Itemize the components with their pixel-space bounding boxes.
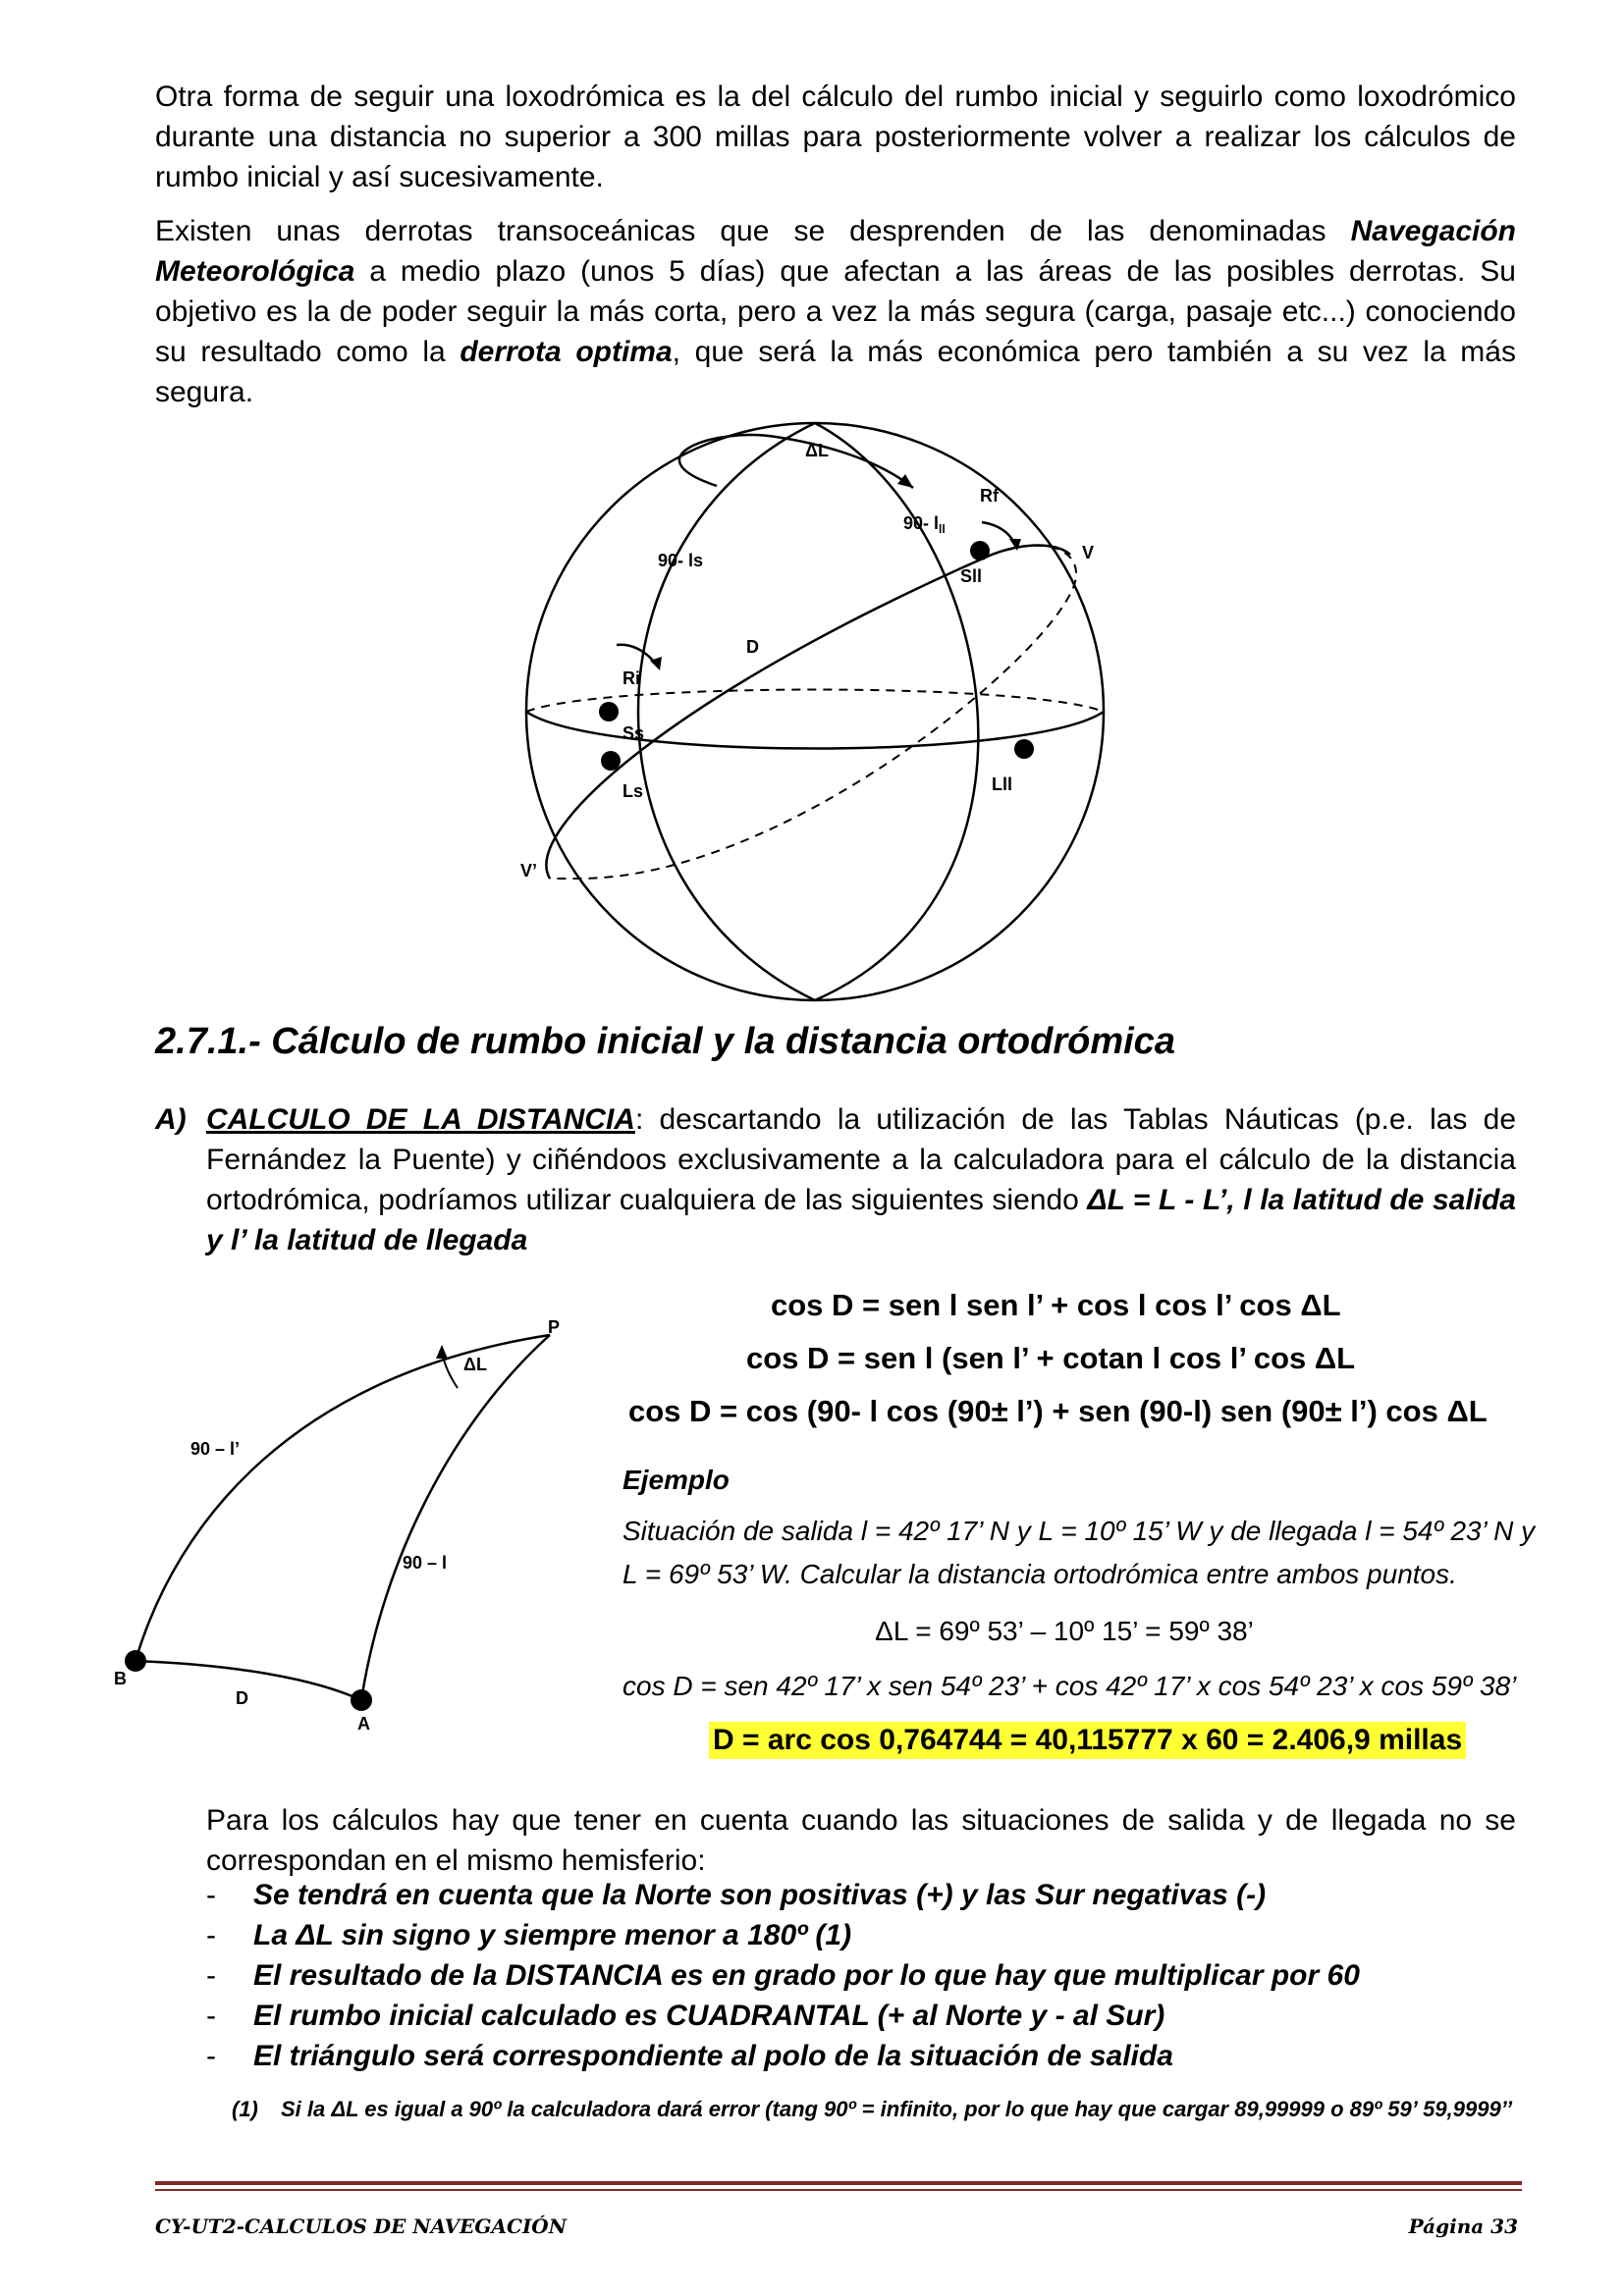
point-b <box>125 1650 146 1672</box>
example-line-2: L = 69º 53’ W. Calcular la distancia ortodrómica entre ambos puntos. <box>623 1559 1457 1589</box>
p2-term-navegacion: Navegación Meteorológica <box>155 215 1516 288</box>
p2-text-e: , que será la más económica pero también a su vez la más segura. <box>155 336 1516 408</box>
triangle-diagram <box>98 1315 589 1747</box>
label-ss: Ss <box>623 723 645 743</box>
great-circle-front <box>546 546 1070 879</box>
side-d <box>135 1661 361 1700</box>
formula-3: cos D = cos (90- l cos (90± l’) + sen (90-l) sen (90± l’) cos ΔL <box>628 1394 1488 1428</box>
sphere-diagram <box>481 417 1149 1016</box>
bullet-dash-3: - <box>206 1959 216 1992</box>
formula-2: cos D = sen l (sen l’ + cotan l cos l’ cos ΔL <box>746 1341 1356 1375</box>
section-a-title: CALCULO DE LA DISTANCIA <box>206 1103 635 1136</box>
tri-label-90-lprime: 90 – l’ <box>190 1439 241 1459</box>
great-circle-back <box>546 546 1076 879</box>
dl-angle-arrow <box>436 1345 448 1359</box>
notes-intro: Para los cálculos hay que tener en cuenta cuando las situaciones de salida y de llegada no se correspondan en el mismo hemisferio: <box>206 1804 1516 1877</box>
dl-arc <box>679 435 913 488</box>
label-vprime: V’ <box>520 861 538 881</box>
formula-1: cos D = sen l sen l’ + cos l cos l’ cos ΔL <box>771 1288 1341 1322</box>
bullet-dash-4: - <box>206 2000 216 2032</box>
label-rf: Rf <box>980 486 999 506</box>
point-a <box>351 1689 372 1711</box>
ri-arc <box>617 645 658 667</box>
label-90-ll-sub: ll <box>939 522 946 536</box>
tri-label-d: D <box>236 1688 248 1708</box>
tri-label-p: P <box>548 1317 561 1337</box>
bullet-4: El rumbo inicial calculado es CUADRANTAL (+ al Norte y - al Sur) <box>253 2000 1165 2032</box>
meridian-right <box>815 423 978 1000</box>
footnote <box>232 2094 1516 2124</box>
bullet-2: La ΔL sin signo y siempre menor a 180º (1) <box>253 1919 852 1951</box>
example-line-1: Situación de salida l = 42º 17’ N y L = 10º 15’ W y de llegada l = 54º 23’ N y <box>623 1516 1536 1546</box>
dl-arrow <box>897 474 913 488</box>
footer-rule-thick <box>155 2181 1522 2185</box>
side-90-lprime <box>135 1335 550 1661</box>
label-d: D <box>746 637 759 657</box>
example-delta: ΔL = 69º 53’ – 10º 15’ = 59º 38’ <box>875 1616 1254 1646</box>
tri-label-dl: ΔL <box>463 1355 487 1374</box>
section-a-body <box>206 1099 1516 1260</box>
bullet-dash-1: - <box>206 1879 216 1911</box>
bullet-dash-2: - <box>206 1919 216 1951</box>
p2-text-a: Existen unas derrotas transoceánicas que se desprenden de las denominadas <box>155 215 1351 247</box>
side-90-l <box>361 1335 550 1700</box>
example-cos: cos D = sen 42º 17’ x sen 54º 23’ + cos 42º 17’ x cos 54º 23’ x cos 59º 38’ <box>623 1671 1517 1701</box>
point-lll <box>1014 739 1034 759</box>
p2-term-derrota: derrota optima <box>460 336 673 368</box>
rf-arc <box>982 522 1016 547</box>
section-a <box>155 1099 1516 1260</box>
section-a-label: A) <box>155 1103 187 1136</box>
label-ri: Ri <box>623 668 640 688</box>
label-90-ls: 90- ls <box>658 551 704 570</box>
footer-title: CY-UT2-CALCULOS DE NAVEGACIÓN <box>155 2215 568 2238</box>
label-lll: Lll <box>992 774 1012 794</box>
intro-paragraph-1: Otra forma de seguir una loxodrómica es la del cálculo del rumbo inicial y seguirlo como loxodrómico durante una distancia no superior a 300 millas para posteriormente volver a realizar los cálculos de rumbo inicial y así sucesivamente. <box>155 80 1516 193</box>
bullet-3: El resultado de la DISTANCIA es en grado por lo que hay que multiplicar por 60 <box>253 1959 1360 1992</box>
p2-text-c: a medio plazo (unos 5 días) que afectan a las áreas de las posibles derrotas. Su objetivo es la de poder seguir la más corta, pero a vez la más segura (carga, pasaje etc...) conociendo su resultado como la <box>155 255 1516 368</box>
tri-label-b: B <box>114 1669 127 1688</box>
tri-label-90-l: 90 – l <box>403 1553 448 1573</box>
section-a-tail: ΔL = L - L’, l la latitud de salida y l’ la latitud de llegada <box>206 1184 1516 1256</box>
section-heading: 2.7.1.- Cálculo de rumbo inicial y la distancia ortodrómica <box>155 1021 1175 1062</box>
example-result: D = arc cos 0,764744 = 40,115777 x 60 = 2.406,9 millas <box>709 1722 1466 1759</box>
footnote-number: (1) <box>232 2097 258 2121</box>
point-ss <box>599 702 619 721</box>
bullet-1: Se tendrá en cuenta que la Norte son positivas (+) y las Sur negativas (-) <box>253 1879 1267 1911</box>
label-dl: ΔL <box>805 441 829 460</box>
bullet-5: El triángulo será correspondiente al polo de la situación de salida <box>253 2040 1173 2072</box>
meridian-left <box>638 423 815 1000</box>
intro-paragraph-2 <box>155 211 1516 412</box>
page-number: Página 33 <box>1408 2215 1518 2238</box>
label-90-ll <box>903 513 946 536</box>
label-ls: Ls <box>623 781 644 801</box>
label-v: V <box>1082 543 1095 562</box>
tri-label-a: A <box>357 1714 370 1734</box>
point-sll <box>970 541 990 561</box>
footer-rule-thin <box>155 2189 1522 2191</box>
footnote-text: Si la ΔL es igual a 90º la calculadora dará error (tang 90º = infinito, por lo que hay que cargar 89,99999 o 89º 59’ 59,9999’’ <box>281 2097 1513 2121</box>
point-ls <box>601 751 621 771</box>
example-title: Ejemplo <box>623 1465 730 1495</box>
label-sll: Sll <box>960 566 983 586</box>
section-a-text: : descartando la utilización de las Tablas Náuticas (p.e. las de Fernández la Puente) y ciñéndoos exclusivamente a la calculadora para el cálculo de la distancia ortodrómica, podríamos utilizar cualquiera de las siguientes siendo <box>206 1103 1516 1216</box>
label-90-ll-text: 90- l <box>903 513 940 533</box>
bullet-dash-5: - <box>206 2040 216 2072</box>
